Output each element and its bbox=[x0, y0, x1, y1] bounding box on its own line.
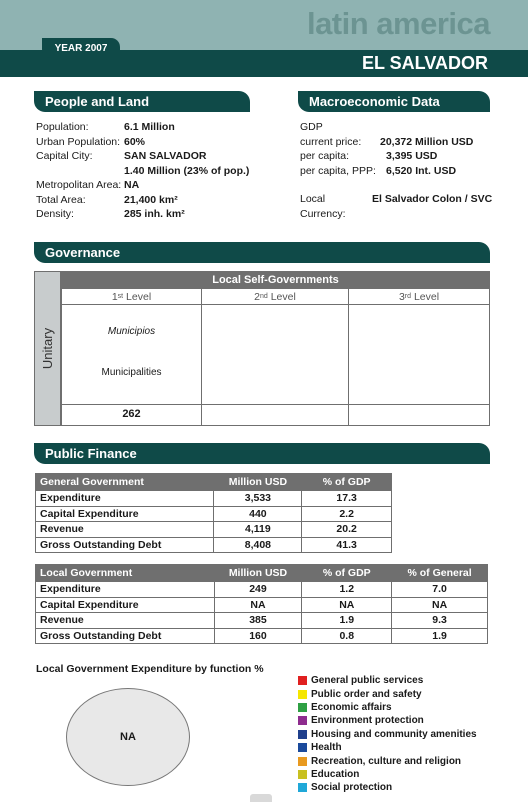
value-cell: 160 bbox=[214, 628, 302, 644]
legend-label: Education bbox=[311, 768, 360, 780]
value-cell: 385 bbox=[214, 613, 302, 629]
legend-label: Housing and community amenities bbox=[311, 728, 477, 740]
governance-table bbox=[34, 271, 490, 426]
value-cell: 1.9 bbox=[392, 628, 488, 644]
legend-swatch bbox=[298, 716, 307, 725]
section-governance: Governance bbox=[34, 242, 490, 263]
row-label: Revenue bbox=[36, 522, 214, 538]
value-cell: 9.3 bbox=[392, 613, 488, 629]
value-cell: 249 bbox=[214, 582, 302, 598]
country-title: EL SALVADOR bbox=[361, 53, 488, 73]
value-cell: 3,533 bbox=[214, 491, 302, 507]
value-cell: 41.3 bbox=[302, 537, 392, 553]
local-self-gov-header: Local Self-Governments bbox=[61, 271, 490, 288]
macro-list bbox=[300, 120, 492, 221]
value-cell: 1.9 bbox=[302, 613, 392, 629]
table-row bbox=[36, 537, 392, 553]
value-cell: 440 bbox=[214, 506, 302, 522]
table-row bbox=[36, 597, 488, 613]
legend-label: Recreation, culture and religion bbox=[311, 755, 462, 767]
current-price-label: current price: bbox=[300, 135, 362, 148]
value-cell: NA bbox=[302, 597, 392, 613]
row-label: Revenue bbox=[36, 613, 215, 629]
level-2-count-cell bbox=[201, 404, 349, 426]
unit-name-english: Municipalities bbox=[101, 367, 162, 378]
value-cell: 4,119 bbox=[214, 522, 302, 538]
column-header: % of GDP bbox=[302, 565, 392, 582]
level-3-cell bbox=[348, 304, 490, 405]
capital-label: Capital City: bbox=[36, 150, 93, 162]
row-label: Gross Outstanding Debt bbox=[36, 537, 214, 553]
column-header: % of General bbox=[392, 565, 488, 582]
row-label: Expenditure bbox=[36, 582, 215, 598]
legend-item bbox=[298, 728, 477, 741]
region-title: latin america bbox=[306, 6, 490, 41]
legend-swatch bbox=[298, 690, 307, 699]
value-cell: 17.3 bbox=[302, 491, 392, 507]
legend-item bbox=[298, 687, 477, 700]
local-government-table bbox=[35, 564, 488, 644]
general-government-table bbox=[35, 473, 392, 553]
ppp-label: per capita, PPP: bbox=[300, 164, 376, 177]
metro-value: NA bbox=[124, 179, 140, 191]
year-badge: YEAR 2007 bbox=[42, 38, 120, 58]
legend-item bbox=[298, 754, 477, 767]
density-value: 285 inh. km² bbox=[124, 208, 185, 220]
value-cell: 20.2 bbox=[302, 522, 392, 538]
legend-label: Public order and safety bbox=[311, 688, 422, 700]
table-header-row bbox=[36, 474, 392, 491]
value-cell: 8,408 bbox=[214, 537, 302, 553]
legend-item bbox=[298, 781, 477, 794]
column-header: Million USD bbox=[214, 565, 302, 582]
density-label: Density: bbox=[36, 208, 74, 220]
legend-item bbox=[298, 674, 477, 687]
level-1-cell bbox=[61, 304, 202, 405]
row-label: Expenditure bbox=[36, 491, 214, 507]
urban-value: 60% bbox=[124, 135, 146, 148]
legend-item bbox=[298, 714, 477, 727]
expenditure-legend bbox=[298, 674, 477, 795]
unit-name-spanish: Municipios bbox=[107, 326, 156, 337]
table-row bbox=[36, 506, 392, 522]
legend-label: Environment protection bbox=[311, 715, 424, 727]
table-row bbox=[36, 522, 392, 538]
row-label: Capital Expenditure bbox=[36, 597, 215, 613]
capital-value: SAN SALVADOR bbox=[124, 150, 207, 162]
page-scroll-handle[interactable] bbox=[250, 794, 272, 802]
system-type: Unitary bbox=[40, 327, 55, 370]
legend-label: General public services bbox=[311, 675, 424, 687]
value-cell: 0.8 bbox=[302, 628, 392, 644]
capital-pop-value: 1.40 Million (23% of pop.) bbox=[124, 164, 250, 177]
level-1-header: 1 st Level bbox=[61, 288, 202, 305]
column-header: Local Government bbox=[36, 565, 215, 582]
table-row bbox=[36, 628, 488, 644]
legend-swatch bbox=[298, 703, 307, 712]
urban-label: Urban Population: bbox=[36, 135, 121, 148]
ppp-value: 6,520 Int. USD bbox=[386, 164, 457, 177]
level-2-cell bbox=[201, 304, 349, 405]
section-public-finance: Public Finance bbox=[34, 443, 490, 464]
value-cell: NA bbox=[392, 597, 488, 613]
row-label: Gross Outstanding Debt bbox=[36, 628, 215, 644]
system-type-column bbox=[34, 271, 61, 426]
level-2-header: 2 nd Level bbox=[201, 288, 349, 305]
area-label: Total Area: bbox=[36, 193, 86, 206]
expenditure-pie bbox=[66, 688, 190, 786]
metro-label: Metropolitan Area: bbox=[36, 179, 122, 191]
gdp-label: GDP bbox=[300, 121, 323, 133]
currency-label: Local Currency: bbox=[300, 193, 346, 220]
legend-item bbox=[298, 768, 477, 781]
value-cell: 7.0 bbox=[392, 582, 488, 598]
legend-item bbox=[298, 701, 477, 714]
section-people-land: People and Land bbox=[34, 91, 250, 112]
table-row bbox=[36, 582, 488, 598]
legend-swatch bbox=[298, 743, 307, 752]
table-row bbox=[36, 613, 488, 629]
column-header: % of GDP bbox=[302, 474, 392, 491]
per-capita-label: per capita: bbox=[300, 150, 350, 162]
table-row bbox=[36, 491, 392, 507]
legend-label: Social protection bbox=[311, 782, 393, 794]
row-label: Capital Expenditure bbox=[36, 506, 214, 522]
legend-swatch bbox=[298, 770, 307, 779]
legend-label: Economic affairs bbox=[311, 701, 392, 713]
value-cell: 1.2 bbox=[302, 582, 392, 598]
people-land-list bbox=[36, 120, 249, 222]
legend-label: Health bbox=[311, 742, 342, 754]
table-header-row bbox=[36, 565, 488, 582]
legend-item bbox=[298, 741, 477, 754]
legend-swatch bbox=[298, 730, 307, 739]
column-header: General Government bbox=[36, 474, 214, 491]
currency-value: El Salvador Colon / SVC bbox=[372, 193, 493, 205]
population-value: 6.1 Million bbox=[124, 121, 175, 133]
value-cell: NA bbox=[214, 597, 302, 613]
population-label: Population: bbox=[36, 121, 89, 133]
per-capita-value: 3,395 USD bbox=[386, 150, 438, 162]
pie-na-label: NA bbox=[120, 731, 136, 743]
value-cell: 2.2 bbox=[302, 506, 392, 522]
legend-swatch bbox=[298, 783, 307, 792]
legend-swatch bbox=[298, 757, 307, 766]
level-3-count-cell bbox=[348, 404, 490, 426]
column-header: Million USD bbox=[214, 474, 302, 491]
legend-swatch bbox=[298, 676, 307, 685]
level-3-header: 3 rd Level bbox=[348, 288, 490, 305]
municipality-count: 262 bbox=[122, 408, 141, 420]
expenditure-function-title: Local Government Expenditure by function % bbox=[36, 663, 264, 675]
current-price-value: 20,372 Million USD bbox=[380, 135, 474, 148]
area-value: 21,400 km² bbox=[124, 193, 178, 206]
section-macro: Macroeconomic Data bbox=[298, 91, 490, 112]
